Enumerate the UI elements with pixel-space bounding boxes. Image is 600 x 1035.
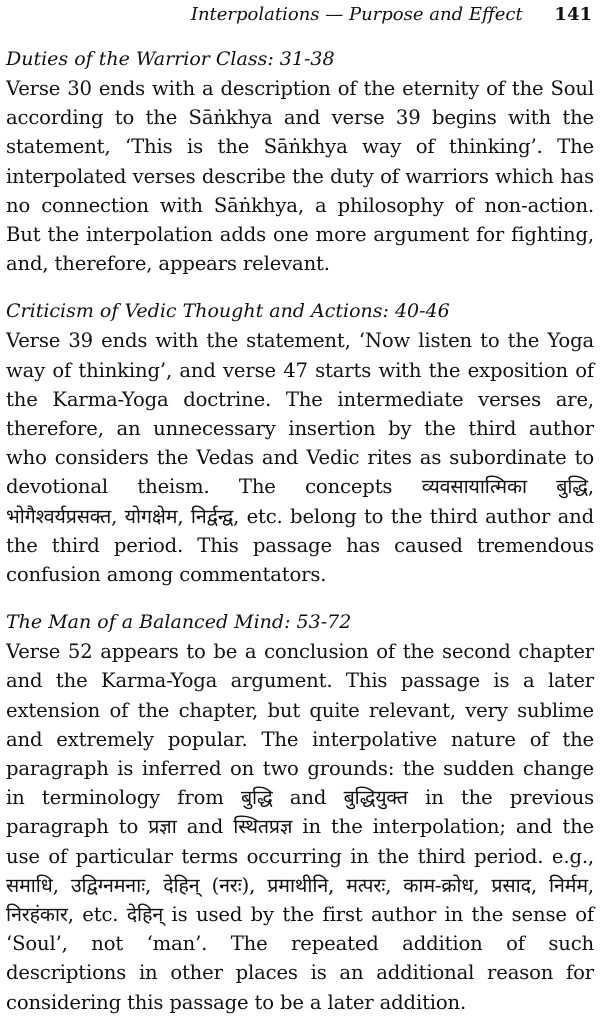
page-content bbox=[6, 44, 594, 1035]
section-balanced-mind bbox=[6, 607, 594, 1017]
running-header bbox=[6, 4, 592, 26]
section-heading: Duties of the Warrior Class: 31-38 bbox=[6, 48, 335, 70]
running-title: Interpolations — Purpose and Effect bbox=[190, 4, 523, 25]
section-paragraph: Verse 39 ends with the statement, ‘Now listen to the Yoga way of thinking’, and verse 47 starts with the exposition of the Karma-Yoga doctrine. The intermediate verses are, therefore, an unnecessary insertion by the third author who considers the Vedas and Vedic rites as subordinate to devotional theism. The concepts व्यवसायात्मिका बुद्धि, भोगैश्वर्यप्रसक्त, योगक्षेम, निर्द्वन्द्व, etc. belong to the third author and the third period. This passage has caused tremendous confusion among commentators. bbox=[6, 329, 594, 587]
section-paragraph: Verse 30 ends with a description of the eternity of the Soul according to the Sāṅkhya and verse 39 begins with the statement, ‘This is the Sāṅkhya way of thinking’. The interpolated verses describe the duty of warriors which has no connection with Sāṅkhya, a philosophy of non-action. But the interpolation adds one more argument for fighting, and, therefore, appears relevant. bbox=[6, 77, 594, 276]
section-heading: The Man of a Balanced Mind: 53-72 bbox=[6, 611, 352, 634]
section-warrior-duties bbox=[6, 44, 594, 278]
section-paragraph: Verse 52 appears to be a conclusion of the second chapter and the Karma-Yoga argument. This passage is a later extension of the chapter, but quite relevant, very sublime and extremely popular. The interpolative nature of the paragraph is inferred on two grounds: the sudden change in terminology from बुद्धि and बुद्धियुक्त in the previous paragraph to प्रज्ञा and स्थितप्रज्ञ in the interpolation; and the use of particular terms occurring in the third period. e.g., समाधि, उद्विग्नमनाः, देहिन् (नरः), प्रमाथीनि, मत्परः, काम-क्रोध, प्रसाद, निर्मम, निरहंकार, etc. देहिन् is used by the first author in the sense of ‘Soul’, not ‘man’. The repeated addition of such descriptions in other places is an additional reason for considering this passage to be a later addition. bbox=[6, 640, 594, 1014]
section-vedic-criticism bbox=[6, 296, 594, 589]
section-heading: Criticism of Vedic Thought and Actions: 40-46 bbox=[6, 300, 450, 323]
page-number: 141 bbox=[554, 4, 592, 25]
